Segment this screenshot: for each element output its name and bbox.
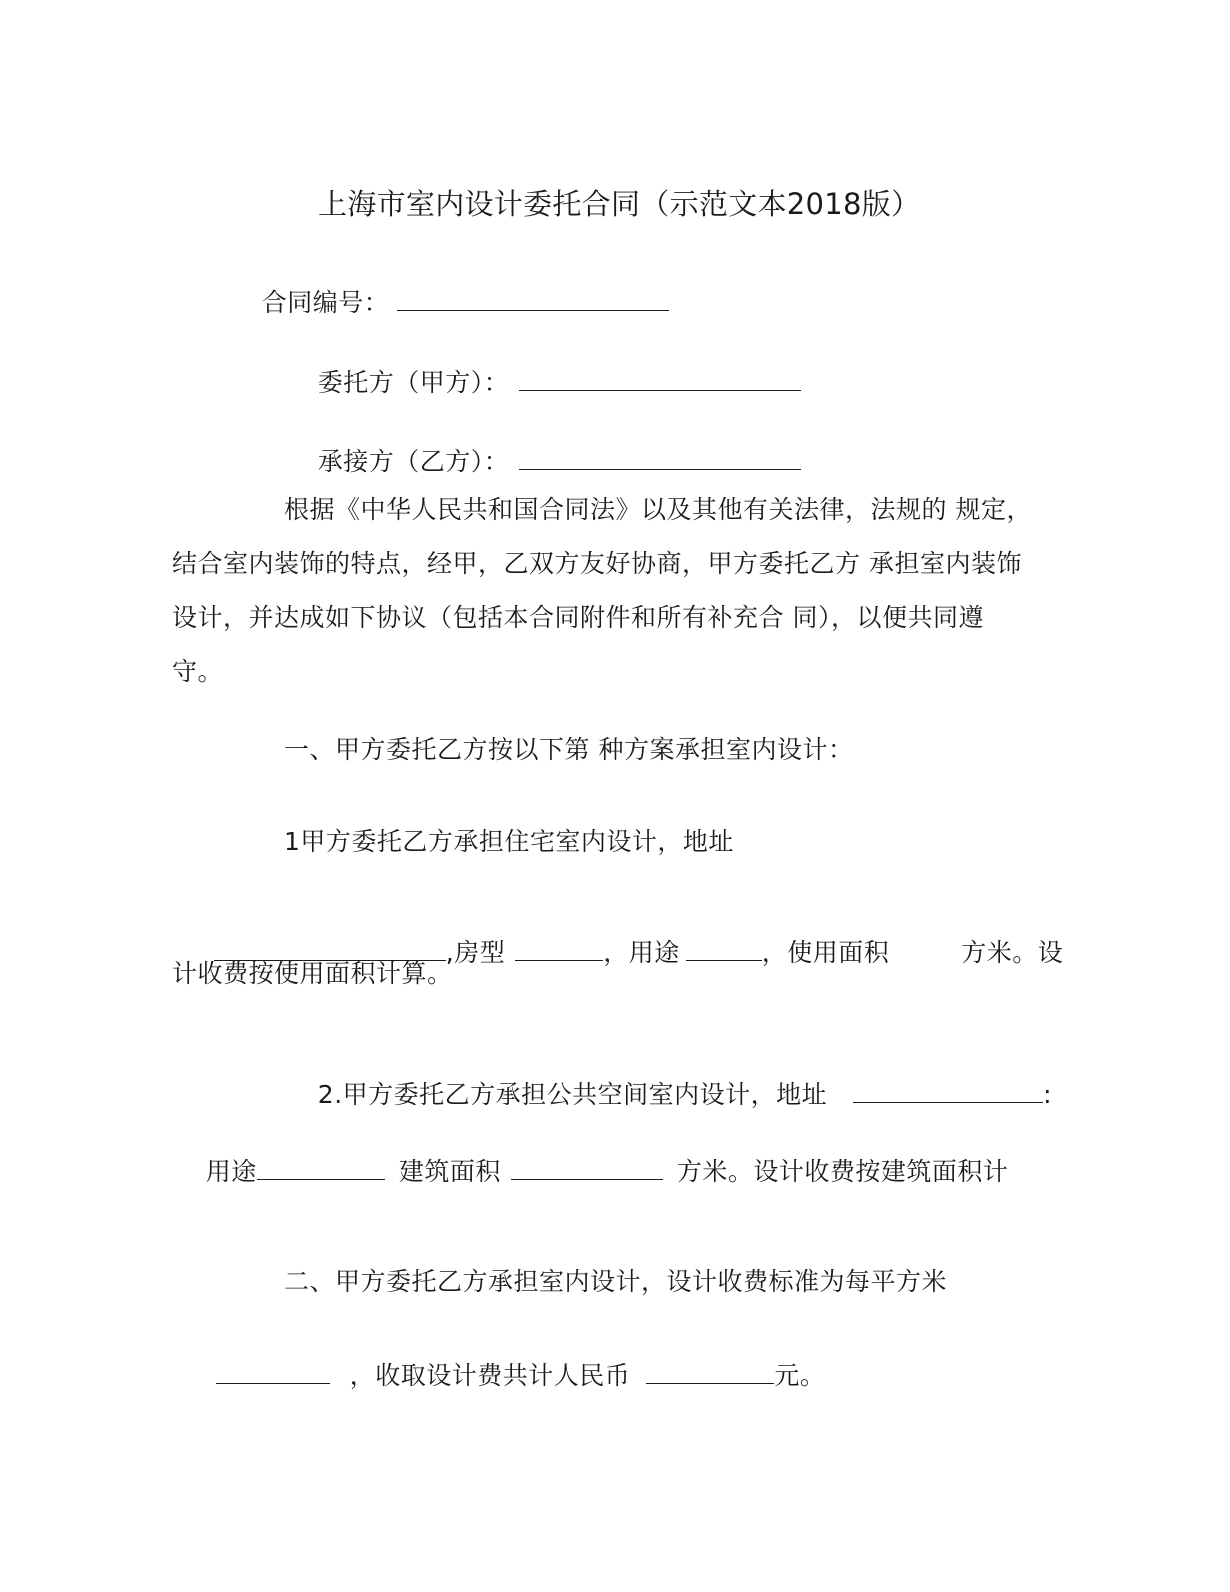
item-1-use-blank[interactable] bbox=[686, 936, 762, 961]
item-2-area-label: 建筑面积 bbox=[398, 1157, 501, 1186]
item-1-unit-label: 方米。设 bbox=[961, 938, 1064, 967]
section-2-currency-label: 元。 bbox=[774, 1361, 826, 1390]
item-2-area-blank[interactable] bbox=[511, 1155, 663, 1180]
item-1-area-label: ，使用面积 bbox=[761, 938, 890, 967]
item-2-colon: : bbox=[1043, 1080, 1053, 1109]
party-a-label: 委托方（甲方）： bbox=[317, 368, 510, 397]
preamble-line-2: 结合室内装饰的特点，经甲，乙双方友好协商，甲方委托乙方 承担室内装饰 bbox=[172, 549, 1022, 578]
contract-number-label: 合同编号： bbox=[261, 288, 390, 317]
contract-number-blank[interactable] bbox=[397, 286, 669, 311]
preamble-line-1: 根据《中华人民共和国合同法》以及其他有关法律，法规的 规定， bbox=[284, 495, 1032, 524]
party-b-label: 承接方（乙方）： bbox=[317, 447, 510, 476]
preamble-line-3: 设计，并达成如下协议（包括本合同附件和所有补充合 同），以便共同遵 bbox=[172, 603, 984, 632]
item-2-label: 2.甲方委托乙方承担公共空间室内设计，地址 bbox=[317, 1080, 828, 1109]
item-2-unit-label: 方米。设计收费按建筑面积计 bbox=[676, 1157, 1009, 1186]
party-b-blank[interactable] bbox=[519, 445, 801, 470]
item-2-use-blank[interactable] bbox=[257, 1155, 385, 1180]
section-2-fee-label: ，收取设计费共计人民币 bbox=[349, 1361, 631, 1390]
section-2-fee-blank[interactable] bbox=[646, 1359, 774, 1384]
contract-title: 上海市室内设计委托合同（示范文本2018版） bbox=[318, 187, 921, 221]
item-1-use-label: ，用途 bbox=[603, 938, 680, 967]
party-a-blank[interactable] bbox=[519, 366, 801, 391]
item-2-address-blank[interactable] bbox=[853, 1078, 1043, 1103]
item-1-house-type-label: ,房型 bbox=[445, 938, 506, 967]
item-1-line-3: 计收费按使用面积计算。 bbox=[172, 959, 453, 988]
section-2-line-2 bbox=[182, 1327, 825, 1424]
section-1-heading: 一、甲方委托乙方按以下第 种方案承担室内设计： bbox=[284, 735, 854, 764]
item-1-house-type-blank[interactable] bbox=[515, 936, 603, 961]
item-1-line-1: 1甲方委托乙方承担住宅室内设计，地址 bbox=[284, 827, 734, 856]
preamble-line-4: 守。 bbox=[172, 657, 224, 686]
item-2-line-2 bbox=[172, 1123, 1008, 1220]
section-2-rate-blank[interactable] bbox=[216, 1359, 330, 1384]
section-2-line-1: 二、甲方委托乙方承担室内设计，设计收费标准为每平方米 bbox=[284, 1267, 948, 1296]
item-2-use-label: 用途 bbox=[205, 1157, 257, 1186]
